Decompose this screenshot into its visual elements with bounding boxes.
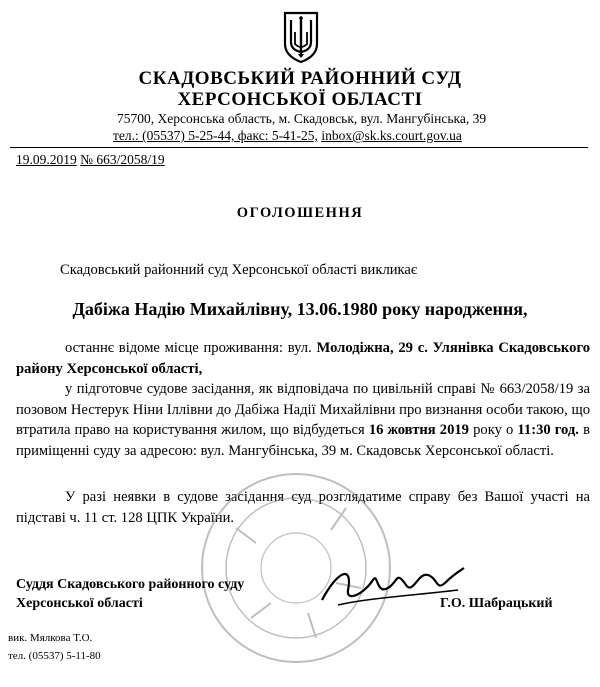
document-reference xyxy=(16,152,165,168)
document-date: 19.09.2019 xyxy=(16,152,77,167)
executor-name: вик. Мялкова Т.О. xyxy=(8,632,93,644)
residence-address: Молодіжна, 29 с. Улянівка Скадовського району Херсонської області, xyxy=(16,340,590,377)
residence-prefix: останнє відоме місце проживання: вул. xyxy=(65,340,317,356)
court-contacts xyxy=(113,128,462,144)
notice-paragraph-residence xyxy=(16,338,590,379)
notice-paragraph-hearing xyxy=(16,379,590,461)
judge-name: Г.О. Шабрацький xyxy=(440,596,553,611)
court-name-line1: СКАДОВСЬКИЙ РАЙОННИЙ СУД xyxy=(138,68,462,89)
hearing-location: в приміщенні суду за адресою: вул. Мангубінська, 39 м. Скадовськ Херсонської області. xyxy=(16,422,590,459)
court-email-link[interactable]: inbox@sk.ks.court.gov.ua xyxy=(321,128,462,143)
judge-position-line2: Херсонської області xyxy=(16,596,143,611)
executor-phone: тел. (05537) 5-11-80 xyxy=(8,650,101,662)
court-phone: тел.: (05537) 5-25-44, факс: 5-41-25, xyxy=(113,128,318,143)
judge-position-line1: Суддя Скадовського районного суду xyxy=(16,577,245,592)
document-number: № 663/2058/19 xyxy=(80,152,165,167)
hearing-date: 16 жовтня 2019 xyxy=(368,422,469,438)
hearing-time: 11:30 год. xyxy=(517,422,579,438)
court-name-line2: ХЕРСОНСЬКОЇ ОБЛАСТІ xyxy=(177,89,423,110)
court-address: 75700, Херсонська область, м. Скадовськ, вул. Мангубінська, 39 xyxy=(117,111,487,126)
summoned-person: Дабіжа Надію Михайлівну, 13.06.1980 року народження, xyxy=(72,299,528,319)
notice-title: ОГОЛОШЕННЯ xyxy=(236,205,364,221)
notice-intro: Скадовський районний суд Херсонської області викликає xyxy=(60,262,418,278)
header-divider xyxy=(10,147,588,148)
coat-of-arms-icon xyxy=(282,10,320,64)
hearing-date-suffix: року о xyxy=(468,422,518,438)
notice-paragraph-absence: У разі неявки в судове засідання суд розглядатиме справу без Вашої участі на підставі ч. 11 ст. 128 ЦПК України. xyxy=(16,489,590,526)
hearing-description: у підготовче судове засідання, як відповідача по цивільній справі № 663/2058/19 за позовом Нестерук Ніни Іллівни до Дабіжа Надії Михайлівни про визнання особи такою, що втратила право на користування жилом, що відбудеться xyxy=(16,381,590,438)
